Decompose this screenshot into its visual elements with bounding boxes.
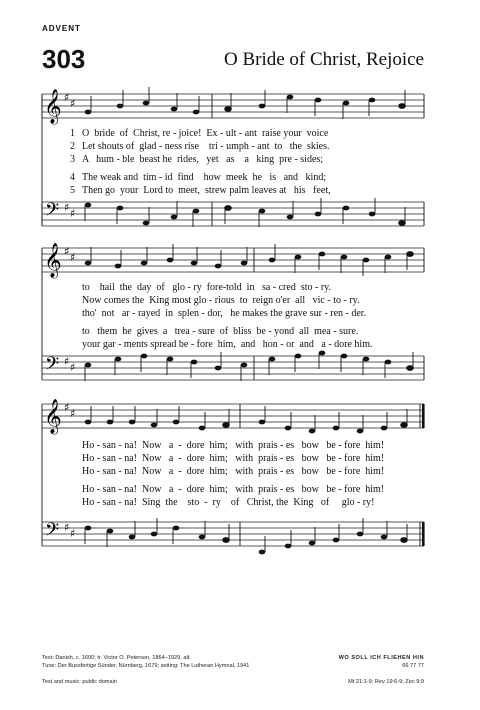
lyric-line: Now comes the King most glo - rious to reign o'er all vic - to - ry. [82, 295, 360, 306]
treble-staff [42, 399, 425, 435]
lyric-line: Ho - san - na! Now a - dore him; with prais - es bow be - fore him! [82, 453, 385, 464]
lyric-line: Ho - san - na! Now a - dore him; with prais - es bow be - fore him! [82, 440, 385, 451]
treble-clef-icon: 𝄞 [44, 89, 62, 124]
bass-staff [42, 351, 424, 381]
lyric-line: Ho - san - na! Now a - dore him; with prais - es bow be - fore him! [82, 466, 385, 477]
svg-text:♯: ♯ [64, 355, 70, 368]
treble-clef-icon: 𝄞 [44, 243, 62, 278]
lyrics-block [70, 128, 331, 196]
svg-text:♯: ♯ [64, 201, 70, 214]
svg-text:♯: ♯ [70, 251, 76, 264]
scripture-refs: Mt 21:1-9; Rev 19:6-9; Zec 9:9 [348, 679, 424, 685]
lyric-line: to them he gives a trea - sure of bliss be - yond all mea - sure. [82, 326, 359, 337]
music-system-1 [0, 86, 480, 236]
treble-staff [42, 87, 424, 125]
treble-clef-icon: 𝄞 [44, 399, 62, 434]
meter: 66 77 77 [402, 662, 424, 669]
svg-text:♯: ♯ [64, 401, 70, 414]
music-system-3 [0, 396, 480, 566]
svg-text:5: 5 [70, 185, 75, 196]
svg-text:♯: ♯ [70, 207, 76, 220]
bass-clef-icon: 𝄢 [45, 200, 60, 225]
bass-staff [42, 198, 424, 227]
svg-text:1: 1 [70, 128, 75, 139]
svg-text:♯: ♯ [70, 527, 76, 540]
lyrics-block [82, 282, 372, 350]
bass-notes [85, 518, 408, 554]
bass-clef-icon: 𝄢 [45, 520, 60, 545]
svg-text:♯: ♯ [64, 521, 70, 534]
text-credit: Text: Danish, c. 1600; tr. Victor O. Petersen, 1864–1929, alt. [42, 655, 191, 661]
svg-text:♯: ♯ [70, 361, 76, 374]
bass-clef-icon: 𝄢 [45, 354, 60, 379]
lyric-line: The weak and tim - id find how meek he is and kind; [82, 172, 327, 183]
lyrics-block [82, 440, 384, 508]
bass-staff [42, 518, 425, 554]
rights-notice: Text and music: public domain [42, 679, 117, 685]
tune-credit: Tune: Der Bussfertige Sünder, Nürnberg, 1679; setting: The Lutheran Hymnal, 1941 [42, 662, 250, 669]
hymn-number: 303 [42, 44, 86, 74]
svg-text:4: 4 [70, 172, 75, 183]
lyric-line: O bride of Christ, re - joice! Ex - ult - ant raise your voice [82, 128, 329, 139]
tune-info [339, 655, 424, 670]
svg-text:2: 2 [70, 141, 75, 152]
treble-notes [85, 87, 406, 119]
svg-text:3: 3 [70, 154, 75, 165]
lyric-line: your gar - ments spread be - fore him, and hon - or and a - dore him. [82, 339, 373, 350]
credits [42, 655, 342, 670]
svg-text:♯: ♯ [70, 97, 76, 110]
lyric-line: Let shouts of glad - ness rise tri - umph - ant to the skies. [82, 141, 330, 152]
svg-text:♯: ♯ [70, 407, 76, 420]
lyric-line: tho' not ar - rayed in splen - dor, he makes the grave sur - ren - der. [82, 308, 367, 319]
lyric-line: Ho - san - na! Sing the sto - ry of Christ, the King of glo - ry! [82, 497, 375, 508]
treble-staff [42, 243, 424, 279]
hymn-title: O Bride of Christ, Rejoice [224, 49, 424, 70]
lyric-line: to hail the day of glo - ry fore-told in sa - cred sto - ry. [82, 282, 332, 293]
lyric-line: A hum - ble beast he rides, yet as a king pre - sides; [82, 154, 324, 165]
music-system-2 [0, 240, 480, 390]
svg-text:♯: ♯ [64, 245, 70, 258]
lyric-line: Ho - san - na! Now a - dore him; with prais - es bow be - fore him! [82, 484, 385, 495]
key-signature-icon: ♯ [64, 91, 70, 104]
tune-name: WO SOLL ICH FLIEHEN HIN [338, 655, 424, 661]
section-label: ADVENT [42, 24, 81, 33]
lyric-line: Then go your Lord to meet, strew palm leaves at his feet, [82, 185, 331, 196]
bass-notes [85, 351, 414, 381]
